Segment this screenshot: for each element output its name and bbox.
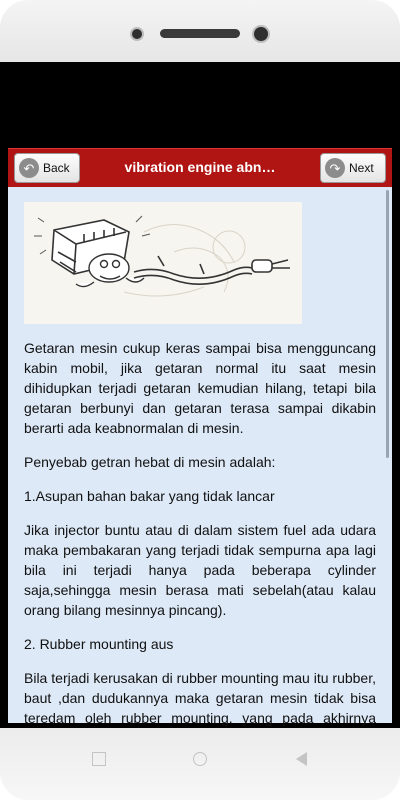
engine-illustration <box>24 202 302 324</box>
page-title: vibration engine abn… <box>124 159 276 175</box>
phone-frame-top <box>0 0 400 62</box>
back-button[interactable] <box>14 153 80 183</box>
article-body <box>24 338 376 762</box>
next-arrow-icon: ↷ <box>325 158 345 178</box>
back-button-label: Back <box>43 161 70 175</box>
back-triangle-softkey-icon[interactable] <box>296 752 307 766</box>
phone-frame-bottom <box>0 728 400 800</box>
next-button-label: Next <box>349 161 374 175</box>
square-softkey-icon[interactable] <box>92 752 106 766</box>
paragraph: Penyebab getran hebat di mesin adalah: <box>24 454 276 470</box>
next-button[interactable] <box>320 153 386 183</box>
paragraph: Bila terjadi kerusakan di rubber mounting mau itu rubber, baut ,dan dudukannya maka getaran mesin tidak bisa teredam oleh rubber mounting, yang pada akhirnya <box>24 670 376 726</box>
home-softkey-icon[interactable] <box>193 752 207 766</box>
speaker-grille <box>160 29 240 38</box>
paragraph: 2. Rubber mounting aus <box>24 636 174 652</box>
paragraph: 1.Asupan bahan bakar yang tidak lancar <box>24 488 275 504</box>
sensor-icon <box>130 27 144 41</box>
paragraph: Getaran mesin cukup keras sampai bisa mengguncang kabin mobil, jika getaran normal itu saat mesin dihidupkan terjadi getaran kemudian hilang, tetapi bila getaran berbunyi dan getaran terasa sampai dikabin berarti ada keabnormalan di mesin. <box>24 340 376 436</box>
paragraph: Jika injector buntu atau di dalam sistem fuel ada udara maka pembakaran yang terjadi tidak sempurna apa lagi bila ini terjadi hanya pada beberapa cylinder saja,sehingga mesin berasa mati sebelah(atau kalau orang bilang mesinnya pincang). <box>24 522 376 618</box>
back-arrow-icon: ↶ <box>19 158 39 178</box>
header-bar <box>8 148 392 187</box>
front-camera-icon <box>252 25 270 43</box>
scrollbar[interactable] <box>386 190 389 458</box>
